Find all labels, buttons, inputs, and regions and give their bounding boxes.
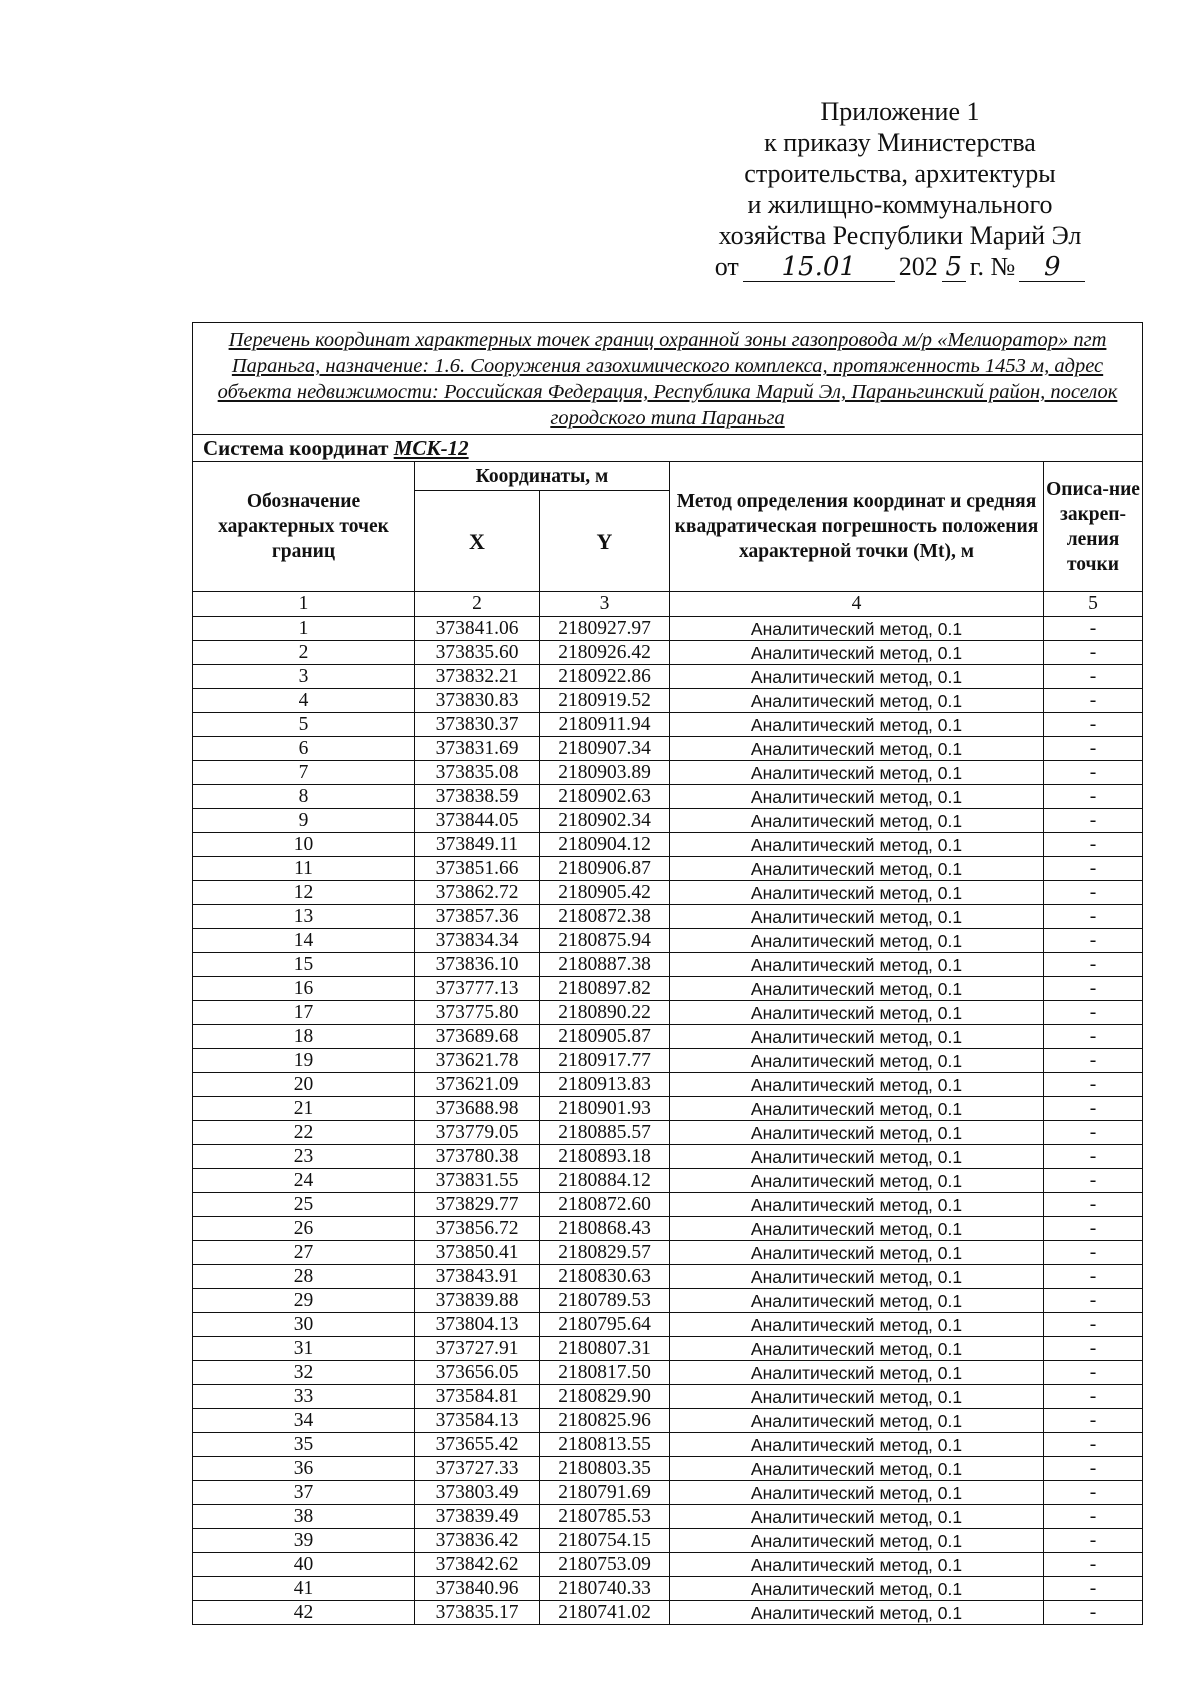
table-row	[193, 1457, 1143, 1481]
point-id-cell: 32	[193, 1361, 415, 1385]
method-cell: Аналитический метод, 0.1	[670, 1457, 1044, 1481]
point-id-cell: 5	[193, 713, 415, 737]
y-cell: 2180803.35	[540, 1457, 670, 1481]
method-cell: Аналитический метод, 0.1	[670, 1121, 1044, 1145]
header-coordinates: Координаты, м	[415, 462, 670, 491]
y-cell: 2180922.86	[540, 665, 670, 689]
point-id-cell: 23	[193, 1145, 415, 1169]
method-cell: Аналитический метод, 0.1	[670, 737, 1044, 761]
y-cell: 2180789.53	[540, 1289, 670, 1313]
method-cell: Аналитический метод, 0.1	[670, 1553, 1044, 1577]
x-cell: 373835.60	[415, 641, 540, 665]
point-id-cell: 19	[193, 1049, 415, 1073]
x-cell: 373655.42	[415, 1433, 540, 1457]
description-cell: -	[1044, 833, 1143, 857]
x-cell: 373727.91	[415, 1337, 540, 1361]
description-cell: -	[1044, 761, 1143, 785]
y-cell: 2180927.97	[540, 617, 670, 641]
y-cell: 2180905.42	[540, 881, 670, 905]
y-cell: 2180902.63	[540, 785, 670, 809]
method-cell: Аналитический метод, 0.1	[670, 1337, 1044, 1361]
y-cell: 2180893.18	[540, 1145, 670, 1169]
header-point: Обозначение характерных точек границ	[193, 462, 415, 592]
table-row	[193, 929, 1143, 953]
x-cell: 373689.68	[415, 1025, 540, 1049]
y-cell: 2180907.34	[540, 737, 670, 761]
point-id-cell: 4	[193, 689, 415, 713]
x-cell: 373584.13	[415, 1409, 540, 1433]
table-caption: Перечень координат характерных точек границ охранной зоны газопровода м/р «Мелиоратор» пгт Параньга, назначение: 1.6. Сооружения газохимического комплекса, протяженность 1453 м, адрес объекта недвижимости: Российская Федерация, Республика Марий Эл, Параньгинский район, поселок городского типа Параньга	[193, 323, 1143, 435]
x-cell: 373839.88	[415, 1289, 540, 1313]
description-cell: -	[1044, 1601, 1143, 1625]
table-row	[193, 1409, 1143, 1433]
table-row	[193, 1001, 1143, 1025]
y-cell: 2180829.57	[540, 1241, 670, 1265]
table-row	[193, 1145, 1143, 1169]
description-cell: -	[1044, 953, 1143, 977]
x-cell: 373836.10	[415, 953, 540, 977]
point-id-cell: 39	[193, 1529, 415, 1553]
table-row	[193, 1121, 1143, 1145]
point-id-cell: 8	[193, 785, 415, 809]
description-cell: -	[1044, 713, 1143, 737]
y-cell: 2180902.34	[540, 809, 670, 833]
x-cell: 373779.05	[415, 1121, 540, 1145]
method-cell: Аналитический метод, 0.1	[670, 1025, 1044, 1049]
y-cell: 2180825.96	[540, 1409, 670, 1433]
table-row	[193, 953, 1143, 977]
method-cell: Аналитический метод, 0.1	[670, 1505, 1044, 1529]
method-cell: Аналитический метод, 0.1	[670, 1049, 1044, 1073]
method-cell: Аналитический метод, 0.1	[670, 1193, 1044, 1217]
method-cell: Аналитический метод, 0.1	[670, 761, 1044, 785]
y-cell: 2180926.42	[540, 641, 670, 665]
description-cell: -	[1044, 1385, 1143, 1409]
y-cell: 2180872.60	[540, 1193, 670, 1217]
method-cell: Аналитический метод, 0.1	[670, 1313, 1044, 1337]
table-row	[193, 665, 1143, 689]
description-cell: -	[1044, 1361, 1143, 1385]
table-row	[193, 1385, 1143, 1409]
description-cell: -	[1044, 1193, 1143, 1217]
y-cell: 2180830.63	[540, 1265, 670, 1289]
table-row	[193, 1481, 1143, 1505]
table-row	[193, 833, 1143, 857]
y-cell: 2180911.94	[540, 713, 670, 737]
point-id-cell: 7	[193, 761, 415, 785]
handwritten-year-digit: 5	[942, 253, 966, 282]
from-label: от	[714, 252, 739, 281]
method-cell: Аналитический метод, 0.1	[670, 1601, 1044, 1625]
point-id-cell: 29	[193, 1289, 415, 1313]
y-cell: 2180897.82	[540, 977, 670, 1001]
description-cell: -	[1044, 1073, 1143, 1097]
description-cell: -	[1044, 1409, 1143, 1433]
point-id-cell: 38	[193, 1505, 415, 1529]
table-row	[193, 1601, 1143, 1625]
y-cell: 2180887.38	[540, 953, 670, 977]
description-cell: -	[1044, 809, 1143, 833]
point-id-cell: 2	[193, 641, 415, 665]
x-cell: 373850.41	[415, 1241, 540, 1265]
table-row	[193, 977, 1143, 1001]
method-cell: Аналитический метод, 0.1	[670, 929, 1044, 953]
method-cell: Аналитический метод, 0.1	[670, 1409, 1044, 1433]
x-cell: 373842.62	[415, 1553, 540, 1577]
point-id-cell: 3	[193, 665, 415, 689]
method-cell: Аналитический метод, 0.1	[670, 785, 1044, 809]
method-cell: Аналитический метод, 0.1	[670, 905, 1044, 929]
point-id-cell: 25	[193, 1193, 415, 1217]
column-numbers-row	[193, 592, 1143, 617]
x-cell: 373839.49	[415, 1505, 540, 1529]
table-row	[193, 1265, 1143, 1289]
x-cell: 373834.34	[415, 929, 540, 953]
point-id-cell: 41	[193, 1577, 415, 1601]
x-cell: 373835.08	[415, 761, 540, 785]
appendix-line: хозяйства Республики Марий Эл	[718, 221, 1082, 250]
coordinates-table	[192, 322, 1143, 1625]
point-id-cell: 37	[193, 1481, 415, 1505]
method-cell: Аналитический метод, 0.1	[670, 1241, 1044, 1265]
header-description: Описа-ние закреп-ления точки	[1044, 462, 1143, 592]
x-cell: 373844.05	[415, 809, 540, 833]
table-row	[193, 713, 1143, 737]
method-cell: Аналитический метод, 0.1	[670, 1001, 1044, 1025]
method-cell: Аналитический метод, 0.1	[670, 1217, 1044, 1241]
description-cell: -	[1044, 665, 1143, 689]
description-cell: -	[1044, 1505, 1143, 1529]
table-row	[193, 1313, 1143, 1337]
description-cell: -	[1044, 881, 1143, 905]
y-cell: 2180785.53	[540, 1505, 670, 1529]
table-row	[193, 1193, 1143, 1217]
table-row	[193, 761, 1143, 785]
point-id-cell: 42	[193, 1601, 415, 1625]
y-cell: 2180906.87	[540, 857, 670, 881]
x-cell: 373584.81	[415, 1385, 540, 1409]
table-row	[193, 905, 1143, 929]
point-id-cell: 12	[193, 881, 415, 905]
description-cell: -	[1044, 641, 1143, 665]
point-id-cell: 22	[193, 1121, 415, 1145]
table-row	[193, 881, 1143, 905]
description-cell: -	[1044, 977, 1143, 1001]
description-cell: -	[1044, 1049, 1143, 1073]
x-cell: 373829.77	[415, 1193, 540, 1217]
method-cell: Аналитический метод, 0.1	[670, 1289, 1044, 1313]
method-cell: Аналитический метод, 0.1	[670, 881, 1044, 905]
point-id-cell: 26	[193, 1217, 415, 1241]
method-cell: Аналитический метод, 0.1	[670, 641, 1044, 665]
x-cell: 373780.38	[415, 1145, 540, 1169]
column-number: 4	[670, 592, 1044, 617]
y-cell: 2180901.93	[540, 1097, 670, 1121]
y-cell: 2180875.94	[540, 929, 670, 953]
point-id-cell: 34	[193, 1409, 415, 1433]
x-cell: 373841.06	[415, 617, 540, 641]
table-row	[193, 737, 1143, 761]
table-row	[193, 857, 1143, 881]
description-cell: -	[1044, 1241, 1143, 1265]
method-cell: Аналитический метод, 0.1	[670, 1529, 1044, 1553]
table-row	[193, 1337, 1143, 1361]
method-cell: Аналитический метод, 0.1	[670, 1265, 1044, 1289]
x-cell: 373777.13	[415, 977, 540, 1001]
x-cell: 373804.13	[415, 1313, 540, 1337]
column-number: 1	[193, 592, 415, 617]
x-cell: 373830.83	[415, 689, 540, 713]
column-number: 2	[415, 592, 540, 617]
description-cell: -	[1044, 1481, 1143, 1505]
handwritten-date: 15.01	[743, 253, 895, 282]
point-id-cell: 35	[193, 1433, 415, 1457]
point-id-cell: 13	[193, 905, 415, 929]
header-method: Метод определения координат и средняя квадратическая погрешность положения характерной точки (Mt), м	[670, 462, 1044, 592]
point-id-cell: 17	[193, 1001, 415, 1025]
x-cell: 373803.49	[415, 1481, 540, 1505]
y-cell: 2180885.57	[540, 1121, 670, 1145]
method-cell: Аналитический метод, 0.1	[670, 1385, 1044, 1409]
y-cell: 2180807.31	[540, 1337, 670, 1361]
method-cell: Аналитический метод, 0.1	[670, 1097, 1044, 1121]
number-label: г. №	[969, 252, 1016, 281]
description-cell: -	[1044, 1145, 1143, 1169]
description-cell: -	[1044, 1169, 1143, 1193]
table-row	[193, 785, 1143, 809]
appendix-header	[690, 96, 1110, 282]
description-cell: -	[1044, 1337, 1143, 1361]
description-cell: -	[1044, 857, 1143, 881]
y-cell: 2180740.33	[540, 1577, 670, 1601]
coordinate-system-label: Система координат	[203, 435, 389, 460]
y-cell: 2180919.52	[540, 689, 670, 713]
method-cell: Аналитический метод, 0.1	[670, 977, 1044, 1001]
table-row	[193, 1073, 1143, 1097]
description-cell: -	[1044, 1289, 1143, 1313]
appendix-line: Приложение 1	[820, 97, 980, 126]
x-cell: 373838.59	[415, 785, 540, 809]
description-cell: -	[1044, 737, 1143, 761]
x-cell: 373862.72	[415, 881, 540, 905]
description-cell: -	[1044, 689, 1143, 713]
x-cell: 373835.17	[415, 1601, 540, 1625]
table-row	[193, 1169, 1143, 1193]
x-cell: 373688.98	[415, 1097, 540, 1121]
column-number: 3	[540, 592, 670, 617]
table-row	[193, 641, 1143, 665]
table-body	[193, 592, 1143, 1625]
method-cell: Аналитический метод, 0.1	[670, 809, 1044, 833]
description-cell: -	[1044, 785, 1143, 809]
point-id-cell: 31	[193, 1337, 415, 1361]
y-cell: 2180903.89	[540, 761, 670, 785]
method-cell: Аналитический метод, 0.1	[670, 1169, 1044, 1193]
y-cell: 2180813.55	[540, 1433, 670, 1457]
description-cell: -	[1044, 905, 1143, 929]
description-cell: -	[1044, 1577, 1143, 1601]
y-cell: 2180817.50	[540, 1361, 670, 1385]
method-cell: Аналитический метод, 0.1	[670, 617, 1044, 641]
method-cell: Аналитический метод, 0.1	[670, 1073, 1044, 1097]
point-id-cell: 11	[193, 857, 415, 881]
method-cell: Аналитический метод, 0.1	[670, 953, 1044, 977]
y-cell: 2180904.12	[540, 833, 670, 857]
method-cell: Аналитический метод, 0.1	[670, 689, 1044, 713]
method-cell: Аналитический метод, 0.1	[670, 1361, 1044, 1385]
appendix-line: к приказу Министерства	[764, 128, 1036, 157]
point-id-cell: 30	[193, 1313, 415, 1337]
table-row	[193, 1553, 1143, 1577]
x-cell: 373621.09	[415, 1073, 540, 1097]
description-cell: -	[1044, 1097, 1143, 1121]
description-cell: -	[1044, 1529, 1143, 1553]
x-cell: 373831.55	[415, 1169, 540, 1193]
x-cell: 373843.91	[415, 1265, 540, 1289]
point-id-cell: 33	[193, 1385, 415, 1409]
x-cell: 373621.78	[415, 1049, 540, 1073]
y-cell: 2180890.22	[540, 1001, 670, 1025]
method-cell: Аналитический метод, 0.1	[670, 713, 1044, 737]
x-cell: 373727.33	[415, 1457, 540, 1481]
x-cell: 373775.80	[415, 1001, 540, 1025]
table-row	[193, 1241, 1143, 1265]
table-row	[193, 689, 1143, 713]
method-cell: Аналитический метод, 0.1	[670, 833, 1044, 857]
table-row	[193, 1049, 1143, 1073]
point-id-cell: 20	[193, 1073, 415, 1097]
method-cell: Аналитический метод, 0.1	[670, 1433, 1044, 1457]
header-x: X	[415, 491, 540, 592]
appendix-line: и жилищно-коммунального	[747, 190, 1053, 219]
table-row	[193, 1577, 1143, 1601]
method-cell: Аналитический метод, 0.1	[670, 1145, 1044, 1169]
description-cell: -	[1044, 1217, 1143, 1241]
y-cell: 2180795.64	[540, 1313, 670, 1337]
x-cell: 373840.96	[415, 1577, 540, 1601]
description-cell: -	[1044, 617, 1143, 641]
description-cell: -	[1044, 1025, 1143, 1049]
year-prefix: 202	[898, 252, 938, 281]
coordinate-system-value: МСК-12	[393, 435, 469, 460]
point-id-cell: 21	[193, 1097, 415, 1121]
coordinate-system-row	[193, 435, 1143, 462]
table-row	[193, 809, 1143, 833]
x-cell: 373856.72	[415, 1217, 540, 1241]
description-cell: -	[1044, 1121, 1143, 1145]
point-id-cell: 18	[193, 1025, 415, 1049]
table-row	[193, 1361, 1143, 1385]
y-cell: 2180905.87	[540, 1025, 670, 1049]
table-row	[193, 1433, 1143, 1457]
table-row	[193, 1217, 1143, 1241]
point-id-cell: 10	[193, 833, 415, 857]
x-cell: 373849.11	[415, 833, 540, 857]
y-cell: 2180884.12	[540, 1169, 670, 1193]
y-cell: 2180872.38	[540, 905, 670, 929]
point-id-cell: 15	[193, 953, 415, 977]
point-id-cell: 14	[193, 929, 415, 953]
point-id-cell: 27	[193, 1241, 415, 1265]
method-cell: Аналитический метод, 0.1	[670, 1577, 1044, 1601]
y-cell: 2180754.15	[540, 1529, 670, 1553]
x-cell: 373851.66	[415, 857, 540, 881]
description-cell: -	[1044, 929, 1143, 953]
y-cell: 2180913.83	[540, 1073, 670, 1097]
y-cell: 2180753.09	[540, 1553, 670, 1577]
description-cell: -	[1044, 1001, 1143, 1025]
method-cell: Аналитический метод, 0.1	[670, 1481, 1044, 1505]
table-row	[193, 1505, 1143, 1529]
y-cell: 2180741.02	[540, 1601, 670, 1625]
handwritten-order-number: 9	[1019, 253, 1085, 282]
x-cell: 373830.37	[415, 713, 540, 737]
x-cell: 373836.42	[415, 1529, 540, 1553]
x-cell: 373656.05	[415, 1361, 540, 1385]
column-number: 5	[1044, 592, 1143, 617]
point-id-cell: 40	[193, 1553, 415, 1577]
point-id-cell: 9	[193, 809, 415, 833]
y-cell: 2180868.43	[540, 1217, 670, 1241]
header-y: Y	[540, 491, 670, 592]
point-id-cell: 1	[193, 617, 415, 641]
description-cell: -	[1044, 1553, 1143, 1577]
description-cell: -	[1044, 1457, 1143, 1481]
method-cell: Аналитический метод, 0.1	[670, 857, 1044, 881]
y-cell: 2180917.77	[540, 1049, 670, 1073]
description-cell: -	[1044, 1433, 1143, 1457]
appendix-line: строительства, архитектуры	[744, 159, 1056, 188]
point-id-cell: 6	[193, 737, 415, 761]
point-id-cell: 24	[193, 1169, 415, 1193]
y-cell: 2180829.90	[540, 1385, 670, 1409]
point-id-cell: 36	[193, 1457, 415, 1481]
point-id-cell: 28	[193, 1265, 415, 1289]
table-row	[193, 617, 1143, 641]
y-cell: 2180791.69	[540, 1481, 670, 1505]
method-cell: Аналитический метод, 0.1	[670, 665, 1044, 689]
table-row	[193, 1289, 1143, 1313]
x-cell: 373832.21	[415, 665, 540, 689]
point-id-cell: 16	[193, 977, 415, 1001]
x-cell: 373831.69	[415, 737, 540, 761]
table-row	[193, 1529, 1143, 1553]
description-cell: -	[1044, 1313, 1143, 1337]
table-row	[193, 1097, 1143, 1121]
table-row	[193, 1025, 1143, 1049]
order-date-line	[690, 251, 1110, 282]
x-cell: 373857.36	[415, 905, 540, 929]
description-cell: -	[1044, 1265, 1143, 1289]
